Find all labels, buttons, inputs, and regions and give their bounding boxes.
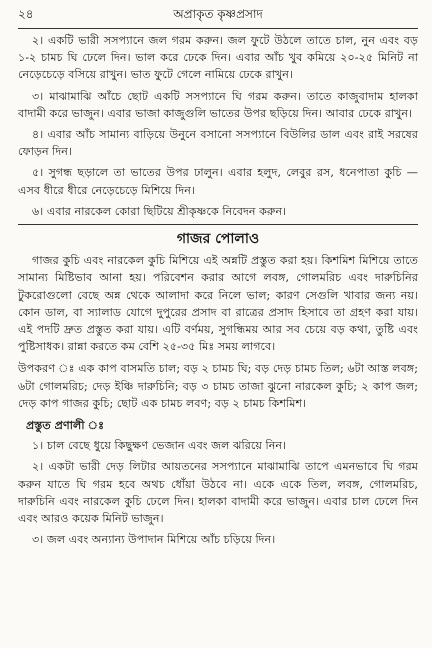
page-content	[18, 32, 418, 548]
running-title: অপ্রাকৃত কৃষ্ণপ্রসাদ	[173, 7, 263, 21]
ingredients-paragraph: উপকরণ ঃ এক কাপ বাসমতি চাল; বড় ২ চামচ ঘি; বড় দেড় চামচ তিল; ৬টা আস্ত লবঙ্গ; ৬টা গোলমরিচ; দেড় ইঞ্চি দারুচিনি; বড় ৩ চামচ তাজা ঝুনো নারকেল কুচি; ২ কাপ জল; দেড় কাপ গাজর কুচি; ছোট এক চামচ লবণ; বড় ২ চামচ কিশমিশ।	[18, 362, 418, 410]
step-paragraph: ৬। এবার নারকেল কোরা ছিটিয়ে শ্রীকৃষ্ণকে নিবেদন করুন।	[32, 204, 287, 218]
recipe-intro: গাজর কুচি এবং নারকেল কুচি মিশিয়ে এই অন্নটি প্রস্তুত করা হয়। কিশমিশ মিশিয়ে তাতে সামান্য মিষ্টিভাব আনা হয়। পরিবেশন করার আগে লবঙ্গ, গোলমরিচ এবং দারুচিনির টুকরোগুলো বেছে অন্ন থেকে আলাদা করে নিলে ভাল; কারণ সেগুলি খাবার জন্য নয়। কোন ডাল, বা স্যালাড যোগে দুপুরের প্রসাদ বা রাত্রের প্রসাদ হিসাবে তা গ্রহণ করা যায়। এই পদটি দ্রুত প্রস্তুত করা যায়। এটি বর্ণময়, সুগন্ধিময় আর সব চেয়ে বড় কথা, তুষ্টি এবং পুষ্টিসাধক। রান্না করতে কম বেশি ২৫-৩৫ মিঃ সময় লাগবে।	[18, 254, 418, 354]
page-number: ২৪	[18, 7, 34, 21]
step-paragraph: ২। একটি ভারী সসপ্যানে জল গরম করুন। জল ফুটে উঠলে তাতে চাল, নুন এবং বড় ১-২ চামচ ঘি ঢেলে দিন। ভাল করে ঢেকে দিন। এবার আঁচ খুব কমিয়ে ২০-২৫ মিনিট না নেড়েচেড়ে বসিয়ে রাখুন। ভাত ফুটে গেলে নামিয়ে ঢেকে রাখুন।	[18, 34, 418, 82]
step-paragraph: ৩। মাঝামাঝি আঁচে ছোট একটি সসপ্যানে ঘি গরম করুন। তাতে কাজুবাদাম হালকা বাদামী করে ভাজুন। এবার ভাজা কাজুগুলি ভাতের উপর ছড়িয়ে দিন। আবার ঢেকে রাখুন।	[18, 89, 418, 120]
section-divider	[18, 224, 418, 225]
method-step: ৩। জল এবং অন্যান্য উপাদান মিশিয়ে আঁচ চড়িয়ে দিন।	[32, 533, 276, 547]
page-header	[18, 6, 418, 29]
method-step: ১। চাল বেছে ধুয়ে কিছুক্ষণ ভেজান এবং জল ঝরিয়ে নিন।	[32, 439, 287, 453]
method-step: ২। একটা ভারী দেড় লিটার আয়তনের সসপ্যানে মাঝামাঝি তাপে এমনভাবে ঘি গরম করুন যাতে ঘি গরম হবে অথচ ধোঁয়া উঠবে না। একে একে তিল, লবঙ্গ, গোলমরিচ, দারুচিনি এবং নারকেল কুচি ঢেলে দিন। হালকা বাদামী করে ভাজুন। এবার চাল ঢেলে দিন এবং আরও কয়েক মিনিট ভাজুন।	[18, 460, 418, 526]
step-paragraph: ৫। সুগন্ধ ছড়ালে তা ভাতের উপর ঢালুন। এবার হলুদ, লেবুর রস, ধনেপাতা কুচি — এসব ধীরে ধীরে নেড়েচেড়ে মিশিয়ে দিন।	[18, 166, 418, 197]
method-heading: প্রস্তুত প্রণালী ঃ	[26, 418, 105, 433]
recipe-title: গাজর পোলাও	[176, 231, 260, 248]
step-paragraph: ৪। এবার আঁচ সামান্য বাড়িয়ে উনুনে বসানো সসপ্যানে বিউলির ডাল এবং রাই সরষের ফোড়ন দিন।	[18, 128, 418, 159]
